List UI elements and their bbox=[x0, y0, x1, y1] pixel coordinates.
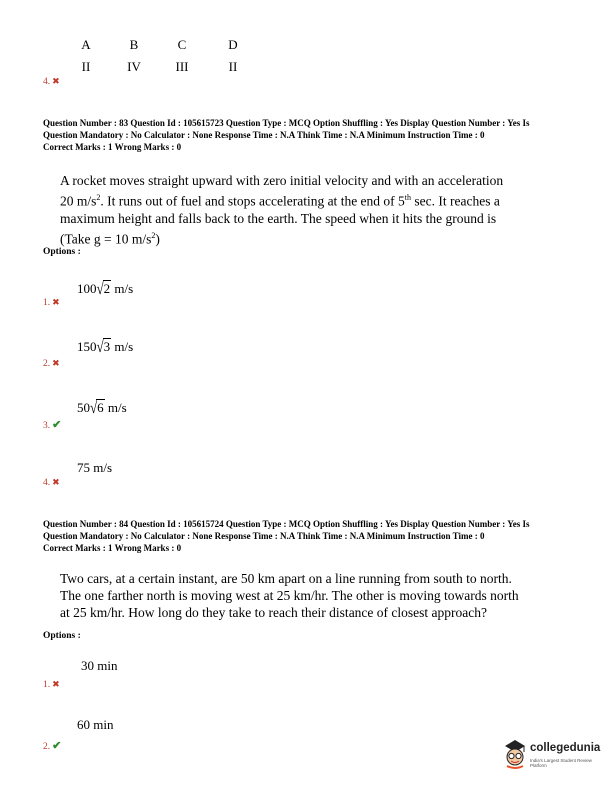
q83-text-line2: 20 $m/s^2$. It runs out of fuel and stops accelerating at the end of 5th sec. It reaches a bbox=[60, 193, 500, 209]
q84-option-2-number: 2. ✔ bbox=[43, 740, 62, 752]
q83-meta-line2: Question Mandatory : No Calculator : None Response Time : N.A Think Time : N.A Minimum Instruction Time : 0 bbox=[43, 130, 485, 140]
table-header-b: B bbox=[129, 37, 139, 52]
q83-option-2-number: 2. ✖ bbox=[43, 358, 60, 369]
q83-question-text bbox=[60, 172, 530, 247]
prev-option-4 bbox=[43, 76, 60, 87]
table-header-a: A bbox=[81, 37, 91, 52]
table-value-c: III bbox=[175, 59, 189, 74]
option-number: 4. bbox=[43, 77, 51, 87]
q83-option-4-number: 4. ✖ bbox=[43, 477, 60, 488]
q84-meta-line3: Correct Marks : 1 Wrong Marks : 0 bbox=[43, 543, 182, 553]
q84-text-line3: at 25 km/hr. How long do they take to reach their distance of closest approach? bbox=[60, 605, 487, 620]
q84-option-1-text[interactable]: 30 min bbox=[81, 658, 118, 673]
q84-option-2-text[interactable]: 60 min bbox=[77, 717, 114, 732]
q83-option-3-number: 3. ✔ bbox=[43, 419, 62, 431]
q83-text-line4: (Take g = 10 $m/s^2$) bbox=[60, 230, 160, 246]
q84-option-1-number: 1. ✖ bbox=[43, 679, 60, 690]
q83-option-1-text[interactable]: 100√2 m/s bbox=[77, 279, 134, 298]
q83-option-2-text[interactable]: 150√3 m/s bbox=[77, 337, 134, 356]
q84-meta bbox=[43, 518, 583, 554]
wrong-icon: ✖ bbox=[52, 76, 60, 86]
q83-meta-line1: Question Number : 83 Question Id : 105615723 Question Type : MCQ Option Shuffling : Yes Display Question Number : Yes Is bbox=[43, 118, 530, 128]
check-icon: ✔ bbox=[52, 419, 62, 431]
table-value-d: II bbox=[228, 59, 238, 74]
table-header-c: C bbox=[177, 37, 187, 52]
table-header-d: D bbox=[228, 37, 238, 52]
check-icon: ✔ bbox=[52, 740, 62, 752]
q83-option-4-text[interactable]: 75 m/s bbox=[77, 460, 113, 475]
mascot-icon bbox=[500, 736, 530, 770]
q83-options-label: Options : bbox=[43, 247, 81, 257]
q84-meta-line2: Question Mandatory : No Calculator : None Response Time : N.A Think Time : N.A Minimum Instruction Time : 0 bbox=[43, 531, 485, 541]
q84-question-text bbox=[60, 570, 530, 621]
table-value-b: IV bbox=[127, 59, 141, 74]
wrong-icon: ✖ bbox=[52, 358, 60, 368]
logo-name: collegedunia bbox=[530, 742, 601, 754]
table-value-a: II bbox=[81, 59, 91, 74]
q83-option-3-text[interactable]: 50√6 m/s bbox=[77, 398, 127, 417]
q84-options-label: Options : bbox=[43, 631, 81, 641]
q83-option-1-number: 1. ✖ bbox=[43, 297, 60, 308]
q83-meta-line3: Correct Marks : 1 Wrong Marks : 0 bbox=[43, 142, 182, 152]
wrong-icon: ✖ bbox=[52, 477, 60, 487]
wrong-icon: ✖ bbox=[52, 679, 60, 689]
wrong-icon: ✖ bbox=[52, 297, 60, 307]
q84-text-line2: The one farther north is moving west at 25 km/hr. The other is moving towards north bbox=[60, 588, 519, 603]
logo-tagline: India's Largest Student Review Platform bbox=[530, 758, 592, 768]
q84-meta-line1: Question Number : 84 Question Id : 105615724 Question Type : MCQ Option Shuffling : Yes Display Question Number : Yes Is bbox=[43, 519, 530, 529]
q83-meta bbox=[43, 117, 583, 153]
q84-text-line1: Two cars, at a certain instant, are 50 km apart on a line running from south to north. bbox=[60, 571, 512, 586]
collegedunia-logo bbox=[500, 732, 606, 780]
q83-text-line1: A rocket moves straight upward with zero initial velocity and with an acceleration bbox=[60, 173, 504, 188]
q83-text-line3: maximum height and falls back to the earth. The speed when it hits the ground is bbox=[60, 210, 497, 226]
